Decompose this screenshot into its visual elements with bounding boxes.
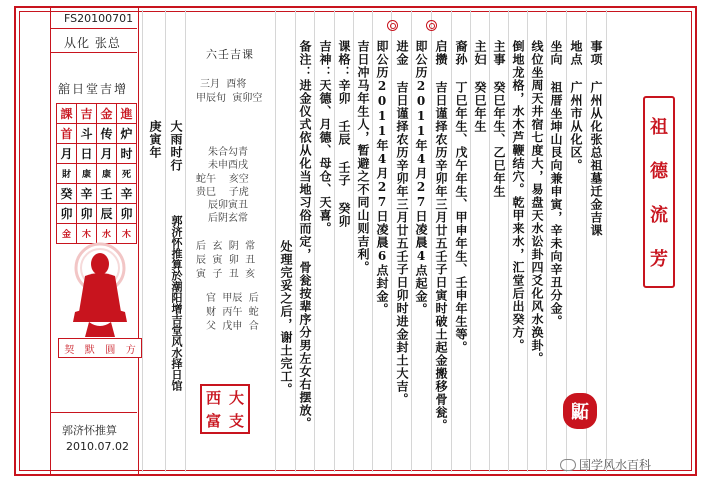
grid-cell: 炉 [117, 124, 137, 144]
column-rule [314, 10, 315, 472]
grid-cell: 首 [57, 124, 77, 144]
liuren-line: 甲辰旬 寅卯空 [196, 93, 263, 104]
column-rule [470, 10, 471, 472]
grid-cell: 水 [97, 224, 117, 244]
grid-cell: 辛 [117, 184, 137, 204]
liuren-line: 寅 子 丑 亥 [196, 269, 256, 280]
sign-date: 2010.07.02 [66, 440, 129, 453]
seal-char: 圓 [105, 344, 116, 356]
grid-cell: 課 [57, 104, 77, 124]
target-mark-icon [387, 20, 398, 31]
blessing-stamp [643, 96, 675, 288]
liuren-line: 辰 寅 卯 丑 [196, 255, 256, 266]
column-rule [185, 10, 186, 472]
column-rule [391, 10, 392, 472]
grid-cell: 月 [97, 144, 117, 164]
grid-cell: 木 [117, 224, 137, 244]
signer: 郭济怀推算 [62, 424, 117, 437]
wechat-icon [560, 459, 576, 471]
column-rule [275, 10, 276, 472]
target-mark-icon [426, 20, 437, 31]
column-rule [451, 10, 452, 472]
grid-cell: 吉 [77, 104, 97, 124]
liuren-line: 蛇午 亥空 [196, 174, 249, 185]
text-column-seal-date: 即公历2011年4月27日凌晨6点封金。 [375, 40, 389, 316]
stamp-char: 芳 [650, 249, 668, 270]
grid-cell: 金 [97, 104, 117, 124]
liuren-line: 辰卯寅丑 [208, 200, 248, 211]
client-name: 从化 张总 [64, 36, 121, 50]
grid-cell: 卯 [77, 204, 97, 224]
liuren-line: 贵巳 子虎 [196, 187, 249, 198]
column-rule [527, 10, 528, 472]
text-column-host: 主事 癸巳年生、乙巳年生 [492, 40, 506, 198]
grid-cell: 壬 [97, 184, 117, 204]
grid-cell: 金 [57, 224, 77, 244]
watermark-text: 国学风水百科 [579, 458, 652, 472]
divider [50, 412, 137, 413]
text-column-start-date: 即公历2011年4月27日凌晨4点起金。 [414, 40, 428, 316]
text-column-pillars: 课格：辛卯 壬辰 壬子 癸卯 [337, 40, 351, 228]
stamp-char: 祖 [650, 117, 668, 138]
year-label: 庚寅年 [148, 120, 162, 159]
season-label: 大雨时行 [169, 120, 183, 172]
grid-cell: 辰 [97, 204, 117, 224]
liuren-title: 六壬吉课 [206, 48, 254, 61]
author-column: 郭济怀推算於潮阳增吉堂风水择日馆 [170, 215, 183, 391]
grid-cell: 卯 [57, 204, 77, 224]
square-seal [200, 384, 250, 434]
grid-cell: 传 [97, 124, 117, 144]
seal-char: 契 [64, 344, 75, 356]
liuren-line: 朱合勾青 [208, 147, 248, 158]
column-rule [353, 10, 354, 472]
text-column-compass: 线位坐周天井宿七度大，易盘天水讼卦四爻化风水涣卦。 [530, 40, 544, 365]
liuren-line: 后 玄 阴 常 [196, 241, 256, 252]
text-column-descendants: 裔孙 丁巳年生、戊午年生、甲申年生、壬申年生等。 [454, 40, 468, 354]
column-rule [334, 10, 335, 472]
text-column-location: 地点 广州市从化区。 [569, 40, 583, 172]
grid-cell: 月 [57, 144, 77, 164]
column-rule [165, 10, 166, 472]
pillars-grid [56, 103, 137, 244]
liuren-line: 财 丙午 蛇 [206, 307, 259, 318]
column-rule [546, 10, 547, 472]
text-column-remark2: 处理完妥之后，谢土完工。 [279, 240, 293, 396]
grid-cell: 木 [77, 224, 97, 244]
column-rule [411, 10, 412, 472]
divider [50, 28, 137, 29]
grid-cell: 日 [77, 144, 97, 164]
text-column-remark: 备注：进金仪式依从化当地习俗而定，骨瓮按辈序分男左女右摆放。 [298, 40, 312, 430]
text-column-terrain: 倒地龙格，水木芦鞭结穴。乾甲来水，汇堂后出癸方。 [511, 40, 525, 352]
qimo-seal-bar [58, 338, 142, 358]
seal-char: 大 [228, 389, 244, 407]
grid-cell: 康 [97, 164, 117, 184]
liuren-line: 三月 酉将 [200, 79, 247, 90]
seal-char: 富 [205, 412, 221, 430]
liuren-line: 后阴玄常 [208, 213, 248, 224]
column-rule [508, 10, 509, 472]
liuren-line: 未申酉戌 [208, 160, 248, 171]
studio-name: 舘日堂吉增 [58, 82, 129, 96]
grid-cell: 时 [117, 144, 137, 164]
grid-cell: 財 [57, 164, 77, 184]
divider [50, 52, 137, 53]
text-column-enter: 进金 吉日谨择农历辛卯年三月廿五壬子日卯时进金封土大吉。 [395, 40, 409, 406]
grid-cell: 卯 [117, 204, 137, 224]
column-rule [431, 10, 432, 472]
grid-cell: 進 [117, 104, 137, 124]
seal-char: 西 [205, 389, 221, 407]
text-column-open: 启攒 吉日谨择农历辛卯年三月廿五壬子日寅时破土起金搬移骨瓮。 [434, 40, 448, 432]
watermark [560, 456, 651, 473]
column-rule [142, 10, 143, 472]
grid-cell: 辛 [77, 184, 97, 204]
seal-char: 支 [228, 412, 244, 430]
liuren-line: 官 甲辰 后 [206, 293, 259, 304]
grid-cell: 斗 [77, 124, 97, 144]
text-column-orientation: 坐向 祖厝坐坤山艮向兼申寅，辛未向辛丑分金。 [549, 40, 563, 328]
document-code: FS20100701 [64, 12, 134, 25]
stamp-char: 流 [650, 205, 668, 226]
liuren-line: 父 戊申 合 [206, 321, 259, 332]
stamp-char: 德 [650, 161, 668, 182]
grid-cell: 死 [117, 164, 137, 184]
seal-char: 默 [84, 344, 95, 356]
text-column-title: 事项 广州从化张总祖墓迁金吉课 [589, 40, 603, 237]
column-rule [372, 10, 373, 472]
grid-cell: 癸 [57, 184, 77, 204]
grid-cell: 康 [77, 164, 97, 184]
round-seal: 鼫 [563, 393, 597, 429]
text-column-mistress: 主妇 癸巳年生 [473, 40, 487, 133]
text-column-gods: 吉神：天德、月德、母仓、天喜。 [318, 40, 332, 235]
seal-char: 方 [125, 344, 136, 356]
column-rule [489, 10, 490, 472]
column-rule [606, 10, 607, 472]
text-column-avoid: 吉日冲马年生人，暂避之不同山则吉利。 [356, 40, 370, 274]
column-rule [295, 10, 296, 472]
